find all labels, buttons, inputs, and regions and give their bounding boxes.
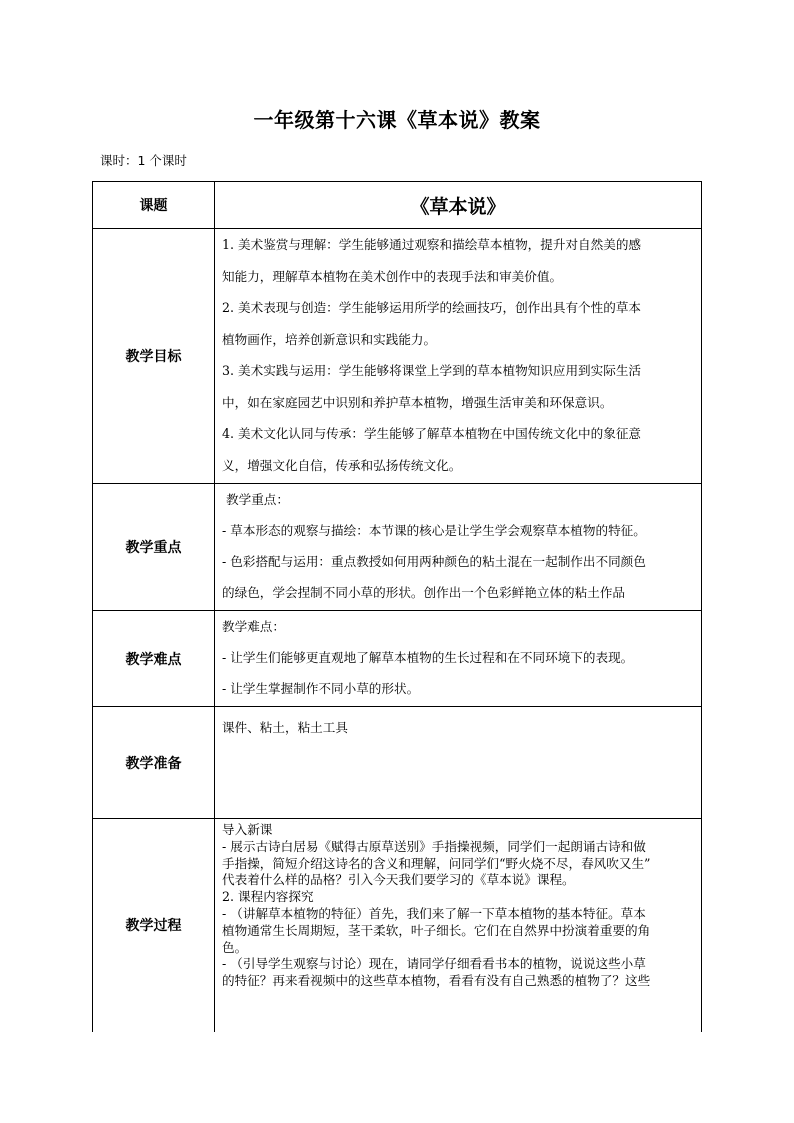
objectives-line: 知能力，理解草本植物在美术创作中的表现手法和审美价值。: [222, 268, 563, 284]
label-process: 教学过程: [93, 819, 215, 1032]
objectives-line: 3. 美术实践与运用：学生能够将课堂上学到的草本植物知识应用到实际生活: [222, 363, 642, 378]
key-points-line: 教学重点：: [222, 492, 289, 507]
difficulties-line: - 让学生们能够更直观地了解草本植物的生长过程和在不同环境下的表现。: [222, 650, 634, 665]
process-content: [215, 819, 702, 1032]
row-objectives: [93, 229, 702, 484]
label-preparation: 教学准备: [93, 707, 215, 819]
process-line: 手指操，简短介绍这诗名的含义和理解，问同学们“野火烧不尽，春风吹又生”: [222, 855, 651, 871]
process-line: 的特征？再来看视频中的这些草本植物，看看有没有自己熟悉的植物了？这些: [222, 973, 651, 989]
process-line: 植物通常生长周期短，茎干柔软，叶子细长。它们在自然界中扮演着重要的角: [222, 922, 651, 938]
row-topic: [93, 182, 702, 229]
lesson-plan-table: [92, 181, 702, 1032]
objectives-line: 中，如在家庭园艺中识别和养护草本植物，增强生活审美和环保意识。: [222, 394, 613, 410]
label-objectives: 教学目标: [93, 229, 215, 484]
objectives-line: 植物画作，培养创新意识和实践能力。: [222, 331, 437, 347]
objectives-line: 2. 美术表现与创造：学生能够运用所学的绘画技巧，创作出具有个性的草本: [222, 300, 642, 315]
preparation-content: [215, 707, 702, 819]
difficulties-line: 教学难点：: [222, 619, 285, 634]
process-line: - （讲解草本植物的特征）首先，我们来了解一下草本植物的基本特征。草本: [222, 905, 646, 921]
objectives-content: [215, 229, 702, 484]
objectives-line: 1. 美术鉴赏与理解：学生能够通过观察和描绘草本植物，提升对自然美的感: [222, 237, 642, 252]
topic-value: 《草本说》: [215, 182, 702, 229]
label-difficulties: 教学难点: [93, 611, 215, 707]
key-points-line: 的绿色，学会捏制不同小草的形状。创作出一个色彩鲜艳立体的粘土作品: [222, 585, 625, 600]
row-process: [93, 819, 702, 1032]
key-points-line: - 色彩搭配与运用：重点教授如何用两种颜色的粘土混在一起制作出不同颜色: [222, 554, 646, 569]
process-line: 2. 课程内容探究: [222, 889, 314, 905]
row-key-points: [93, 484, 702, 611]
difficulties-line: - 让学生掌握制作不同小草的形状。: [222, 681, 420, 696]
process-line: 色。: [222, 939, 248, 955]
row-preparation: [93, 707, 702, 819]
objectives-line: 4. 美术文化认同与传承：学生能够了解草本植物在中国传统文化中的象征意: [222, 426, 642, 441]
process-line: 导入新课: [222, 822, 273, 837]
key-points-line: - 草本形态的观察与描绘：本节课的核心是让学生学会观察草本植物的特征。: [222, 523, 646, 538]
objectives-line: 义，增强文化自信，传承和弘扬传统文化。: [222, 457, 462, 473]
process-line: - 展示古诗白居易《赋得古原草送别》手指操视频，同学们一起朗诵古诗和做: [222, 838, 646, 854]
label-key-points: 教学重点: [93, 484, 215, 611]
class-period: 课时：1 个课时: [100, 153, 187, 168]
preparation-value: 课件、粘土，粘土工具: [222, 720, 348, 735]
key-points-content: [215, 484, 702, 611]
row-difficulties: [93, 611, 702, 707]
label-topic: 课题: [93, 182, 215, 229]
difficulties-content: [215, 611, 702, 707]
process-line: - （引导学生观察与讨论）现在，请同学仔细看看书本的植物，说说这些小草: [222, 956, 646, 972]
document-title: 一年级第十六课《草本说》教案: [253, 108, 541, 132]
process-line: 代表着什么样的品格？引入今天我们要学习的《草本说》课程。: [222, 872, 575, 888]
